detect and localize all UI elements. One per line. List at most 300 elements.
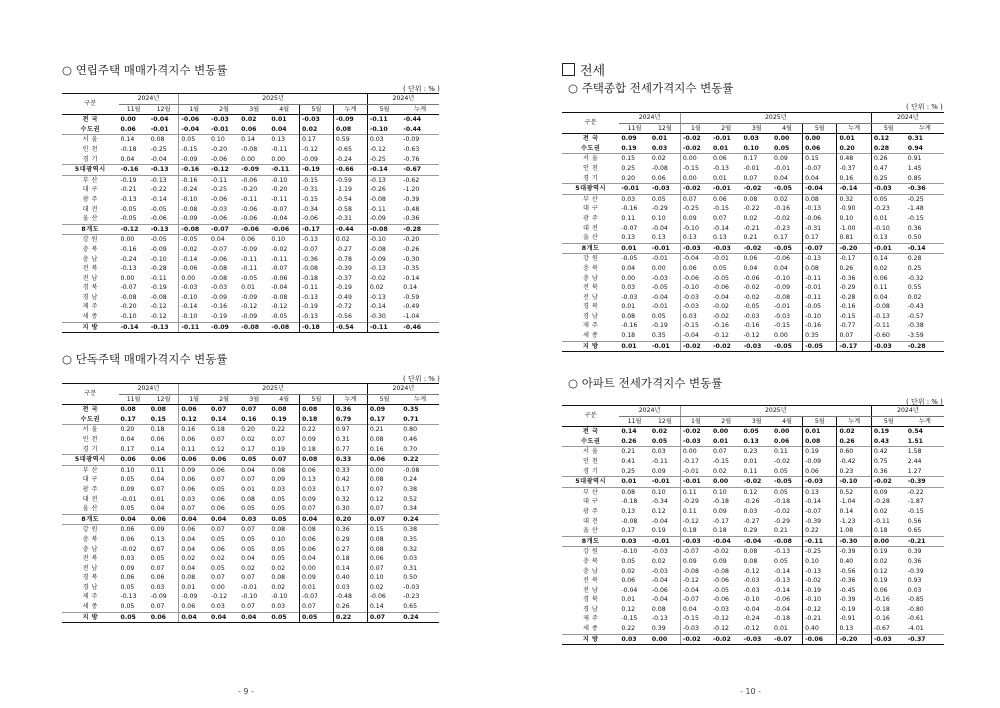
table-row [62,235,439,245]
value-cell: -0.14 [119,322,149,333]
value-cell: 0.12 [179,415,209,425]
value-cell: 0.24 [401,514,439,525]
region-label: 전 북 [82,265,98,273]
value-cell: 0.43 [871,437,905,447]
value-cell: 0.29 [743,527,758,535]
value-cell: -0.14 [774,567,791,575]
value-cell: -0.39 [335,265,352,273]
month-header: 11월 [619,123,650,134]
value-cell: -0.04 [651,517,668,525]
value-cell: -0.14 [150,195,167,203]
value-cell: -0.13 [367,264,401,274]
value-cell: -0.36 [839,577,856,585]
value-cell: -0.01 [743,164,760,172]
region-label: 대 전 [582,224,599,232]
value-cell: 0.59 [333,135,367,145]
value-cell: -0.05 [803,302,837,312]
value-cell: -0.72 [335,303,352,311]
region-label: 충 남 [82,255,98,263]
region-label: 인 천 [582,457,599,465]
value-cell: -0.03 [680,536,711,547]
region-label: 8개도 [62,224,119,235]
value-cell: 0.05 [271,495,286,503]
value-cell: 0.02 [839,428,855,436]
value-cell: -0.10 [619,547,650,557]
value-cell: -0.04 [774,605,791,613]
value-cell: 0.05 [621,557,636,565]
value-cell: 0.08 [742,194,773,204]
value-cell: 0.17 [774,234,788,242]
value-cell: 0.06 [680,264,711,274]
value-cell: -0.18 [299,322,333,333]
value-cell: -0.19 [119,175,149,185]
value-cell: 0.18 [335,555,350,563]
value-cell: 0.02 [241,435,255,443]
region-label: 세 종 [582,625,599,633]
value-cell: -0.13 [299,312,333,322]
value-cell: 0.04 [271,125,287,133]
region-label: 경 남 [82,293,98,301]
group-header: 구분 [62,94,119,115]
value-cell: -0.19 [335,284,352,292]
value-cell: 0.27 [335,545,350,553]
value-cell: -0.11 [241,255,258,263]
region-label: 인 천 [82,145,98,153]
value-cell: 0.04 [179,545,209,555]
value-cell: 0.03 [907,586,922,594]
value-cell: 0.03 [743,135,759,143]
value-cell: -0.43 [907,303,924,311]
value-cell: -0.05 [149,235,179,245]
value-cell: 0.03 [680,312,711,322]
value-cell: -0.25 [803,547,837,557]
value-cell: 0.11 [772,447,803,457]
region-label: 제 주 [82,593,98,601]
value-cell: -0.36 [299,255,333,265]
region-label: 5대광역시 [562,184,619,195]
value-cell: 0.15 [367,525,401,535]
value-cell: 0.10 [269,235,299,245]
value-cell: 0.01 [743,457,758,465]
table-row [62,525,439,535]
value-cell: -0.02 [871,477,905,488]
value-cell: 0.02 [650,154,681,164]
value-cell: 0.08 [299,455,333,466]
region-label: 충 북 [82,535,98,543]
value-cell: -0.39 [803,517,837,527]
value-cell: -0.12 [712,332,729,340]
value-cell: -0.11 [209,175,239,185]
value-cell: 0.14 [367,602,401,612]
value-cell: -0.12 [241,303,258,311]
table-row [562,134,944,144]
region-label: 전 국 [582,428,599,436]
value-cell: -0.04 [680,254,711,264]
month-header: 5월 [803,123,837,134]
value-cell: -0.16 [871,614,905,624]
value-cell: 0.77 [335,445,350,453]
value-cell: 0.06 [803,144,837,154]
value-cell: -0.05 [120,215,137,223]
value-cell: 0.06 [367,455,401,466]
value-cell: 0.09 [299,435,333,445]
value-cell: -0.07 [271,265,288,273]
checkbox-square-icon [562,63,575,76]
table-row [562,254,944,264]
table-row [62,514,439,525]
value-cell: 0.17 [241,445,255,453]
table-row [62,415,439,425]
value-cell: -0.20 [241,186,258,194]
value-cell: -0.48 [403,205,420,213]
value-cell: -0.19 [839,605,856,613]
value-cell: 0.35 [403,406,419,414]
value-cell: 0.05 [871,194,905,204]
value-cell: 0.02 [333,235,367,245]
table-row [62,264,439,274]
region-label: 세 종 [582,332,599,340]
value-cell: 0.06 [120,574,135,582]
year-header: 2024년 [367,94,439,105]
value-cell: -0.16 [803,321,837,331]
value-cell: 0.18 [299,415,333,425]
value-cell: 0.06 [149,612,179,623]
value-cell: -0.02 [742,477,773,488]
value-cell: -0.09 [803,457,837,467]
region-label: 울 산 [82,505,98,513]
value-cell: 0.02 [621,567,636,575]
value-cell: -0.01 [711,254,742,264]
region-label: 대 전 [82,495,98,503]
value-cell: 0.94 [907,144,923,152]
value-cell: -0.08 [774,293,791,301]
value-cell: 0.11 [621,214,636,222]
value-cell: 0.03 [743,507,758,515]
value-cell: -0.06 [211,255,228,263]
value-cell: -0.11 [803,274,837,284]
month-header: 4월 [772,416,803,427]
table-row [562,233,944,243]
value-cell: 0.07 [211,574,225,582]
table-row [62,425,439,435]
month-header: 5월 [871,123,905,134]
value-cell: 0.17 [621,527,636,535]
value-cell: 0.02 [367,283,401,293]
value-cell: -0.21 [803,614,837,624]
value-cell: 0.07 [241,406,257,414]
value-cell: 0.48 [837,154,871,164]
table-row [562,224,944,234]
month-header: 12월 [149,104,179,115]
value-cell: 0.08 [803,194,837,204]
value-cell: -0.06 [241,205,258,213]
value-cell: -0.07 [803,164,837,174]
value-cell: 0.04 [803,174,837,184]
value-cell: 0.05 [120,476,135,484]
value-cell: -0.06 [743,274,760,282]
table-row [62,245,439,255]
value-cell: -0.06 [211,195,228,203]
value-cell: -0.01 [711,184,742,195]
value-cell: -0.76 [403,155,420,163]
value-cell: -0.04 [150,116,169,124]
value-cell: -0.07 [803,243,837,254]
value-cell: 0.23 [742,447,773,457]
value-cell: -0.08 [772,536,803,547]
unit-label: ( 단위 : % ) [403,85,440,93]
region-label: 대 구 [82,476,98,484]
value-cell: 0.02 [271,583,286,591]
region-label: 8개도 [562,536,619,547]
table-row [562,312,944,322]
value-cell: -0.08 [271,293,288,301]
value-cell: 0.15 [150,415,166,423]
value-cell: 0.08 [651,605,666,613]
value-cell: 0.01 [619,477,650,488]
value-cell: 0.01 [871,214,905,224]
value-cell: -0.03 [743,312,760,320]
value-cell: 0.07 [839,332,854,340]
value-cell: -0.08 [239,322,269,333]
value-cell: -0.15 [621,615,638,623]
value-cell: -0.02 [367,274,401,284]
value-cell: -0.15 [680,164,711,174]
value-cell: 0.19 [871,576,905,586]
value-cell: -0.29 [680,497,711,507]
region-label: 대 구 [82,186,98,194]
month-header: 1월 [680,416,711,427]
region-label: 인 천 [582,164,599,172]
value-cell: -0.37 [839,164,856,172]
value-cell: 0.02 [651,428,668,436]
value-cell: 0.08 [803,264,837,274]
value-cell: 0.05 [269,514,299,525]
value-cell: 0.07 [211,406,227,414]
value-cell: 0.02 [299,125,333,135]
table-row [562,526,944,536]
value-cell: -0.20 [837,634,871,645]
value-cell: -0.25 [367,155,401,165]
year-header: 2025년 [179,384,367,395]
month-header: 5월 [871,416,905,427]
month-header: 11월 [119,104,149,115]
value-cell: -0.10 [680,224,711,234]
value-cell: 1.27 [907,467,922,475]
value-cell: 0.14 [403,284,418,292]
value-cell: 0.21 [743,234,758,242]
table-row [62,293,439,303]
value-cell: -1.20 [403,186,420,194]
value-cell: -0.42 [839,457,856,465]
table-row [62,205,439,215]
table-row [62,573,439,583]
table-row [62,504,439,514]
value-cell: 0.04 [299,514,333,525]
value-cell: 0.00 [774,428,790,436]
value-cell: 0.00 [120,116,136,124]
value-cell: 0.06 [299,535,333,545]
value-cell: 0.31 [403,564,418,572]
value-cell: 0.07 [241,603,255,611]
value-cell: -0.06 [179,115,209,125]
month-header: 5월 [367,394,401,405]
value-cell: 0.38 [403,485,418,493]
value-cell: -0.11 [299,283,333,293]
value-cell: 0.01 [839,135,855,143]
value-cell: 0.04 [179,612,209,623]
value-cell: 0.08 [269,525,299,535]
value-cell: 0.20 [119,425,149,435]
value-cell: -0.10 [120,313,137,321]
value-cell: -0.05 [241,274,258,282]
value-cell: 0.04 [241,555,255,563]
page-10 [500,0,1000,708]
value-cell: -0.06 [651,586,668,594]
value-cell: -0.17 [837,341,871,352]
value-cell: -0.20 [120,303,137,311]
value-cell: 0.14 [621,428,637,436]
value-cell: -0.10 [367,235,401,245]
value-cell: 0.09 [120,564,135,572]
value-cell: 0.05 [241,545,255,553]
value-cell: 0.03 [150,583,165,591]
month-header: 12월 [650,416,681,427]
unit-label: ( 단위 : % ) [906,398,943,406]
value-cell: -0.05 [179,235,209,245]
value-cell: 0.01 [712,144,729,152]
value-cell: 0.09 [149,525,179,535]
value-cell: 0.07 [211,435,225,443]
value-cell: 0.05 [271,505,286,513]
value-cell: -0.09 [241,313,258,321]
region-label: 울 산 [582,234,599,242]
row-house-sale-table [62,93,439,333]
value-cell: 0.05 [299,612,333,623]
value-cell: -0.16 [774,205,791,213]
value-cell: -0.15 [179,145,209,155]
value-cell: -0.02 [680,134,711,144]
value-cell: 0.06 [209,455,239,466]
value-cell: 0.07 [211,476,225,484]
value-cell: -0.14 [906,243,944,254]
value-cell: -0.09 [179,592,209,602]
section-title-row-house-sale: ○ 연립주택 매매가격지수 변동률 [62,63,228,77]
value-cell: 0.09 [367,405,401,415]
value-cell: -0.01 [651,303,668,311]
value-cell: -0.54 [333,322,367,333]
value-cell: 0.32 [335,495,350,503]
table-row [562,517,944,527]
value-cell: 0.01 [241,284,255,292]
value-cell: 0.06 [179,525,209,535]
value-cell: 0.10 [651,214,666,222]
value-cell: -0.01 [680,477,711,488]
value-cell: 0.35 [651,332,666,340]
value-cell: 0.03 [335,583,350,591]
section-title-total-jeonse: ○ 주택종합 전세가격지수 변동률 [568,81,734,95]
value-cell: 0.18 [299,445,333,455]
value-cell: -0.08 [211,274,228,282]
month-header: 5월 [299,104,333,115]
value-cell: -0.09 [179,155,209,165]
value-cell: 0.71 [403,415,419,423]
region-label: 충 북 [582,557,599,565]
value-cell: 0.04 [179,535,209,545]
value-cell: 0.06 [150,435,165,443]
value-cell: 0.01 [241,485,255,493]
value-cell: -0.09 [335,116,354,124]
value-cell: 0.05 [774,557,788,565]
value-cell: -0.02 [680,634,711,645]
table-row [62,554,439,564]
value-cell: 0.06 [211,495,225,503]
region-label: 부 산 [562,487,619,497]
value-cell: 0.26 [621,437,637,445]
table-row [62,535,439,545]
value-cell: 0.04 [179,564,209,574]
section-title-detached-house-sale: ○ 단독주택 매매가격지수 변동률 [62,352,228,366]
region-label: 경 북 [82,284,98,292]
value-cell: 0.09 [871,487,905,497]
table-row [62,255,439,265]
value-cell: 0.20 [621,174,636,182]
value-cell: -0.03 [743,577,760,585]
value-cell: 0.08 [120,406,136,414]
value-cell: 0.06 [179,405,209,415]
value-cell: 0.09 [120,485,135,493]
value-cell: 0.02 [241,564,255,572]
value-cell: -0.01 [650,477,681,488]
value-cell: 0.03 [651,144,668,152]
value-cell: 0.14 [871,254,905,264]
value-cell: 0.09 [680,214,711,224]
region-label: 충 남 [82,545,98,553]
value-cell: 0.08 [149,135,179,145]
value-cell: 0.00 [712,428,729,436]
value-cell: 0.16 [179,425,209,435]
value-cell: 0.25 [871,174,905,184]
value-cell: -0.02 [774,214,791,222]
value-cell: -0.23 [403,593,420,601]
total-jeonse-table [562,112,944,352]
value-cell: -0.23 [871,204,905,214]
month-header: 11월 [619,416,650,427]
value-cell: -0.20 [271,186,288,194]
value-cell: -0.02 [179,245,209,255]
value-cell: -0.14 [774,586,791,594]
value-cell: -0.18 [774,615,791,623]
region-label: 광 주 [582,214,599,222]
value-cell: 0.18 [209,425,239,435]
region-label: 5대광역시 [62,455,119,466]
value-cell: 0.03 [619,634,650,645]
value-cell: 0.05 [271,555,286,563]
value-cell: -0.19 [299,302,333,312]
value-cell: 0.13 [269,135,299,145]
value-cell: 0.54 [907,428,923,436]
region-label: 수도권 [580,437,601,445]
value-cell: 0.01 [621,303,636,311]
value-cell: 0.04 [621,264,636,272]
value-cell: -0.11 [271,145,288,153]
value-cell: 0.00 [680,154,711,164]
value-cell: 0.08 [367,475,401,485]
value-cell: 0.05 [774,467,788,475]
value-cell: -0.13 [120,265,137,273]
value-cell: -0.11 [803,536,837,547]
value-cell: -0.18 [774,498,791,506]
value-cell: -0.15 [839,312,856,320]
